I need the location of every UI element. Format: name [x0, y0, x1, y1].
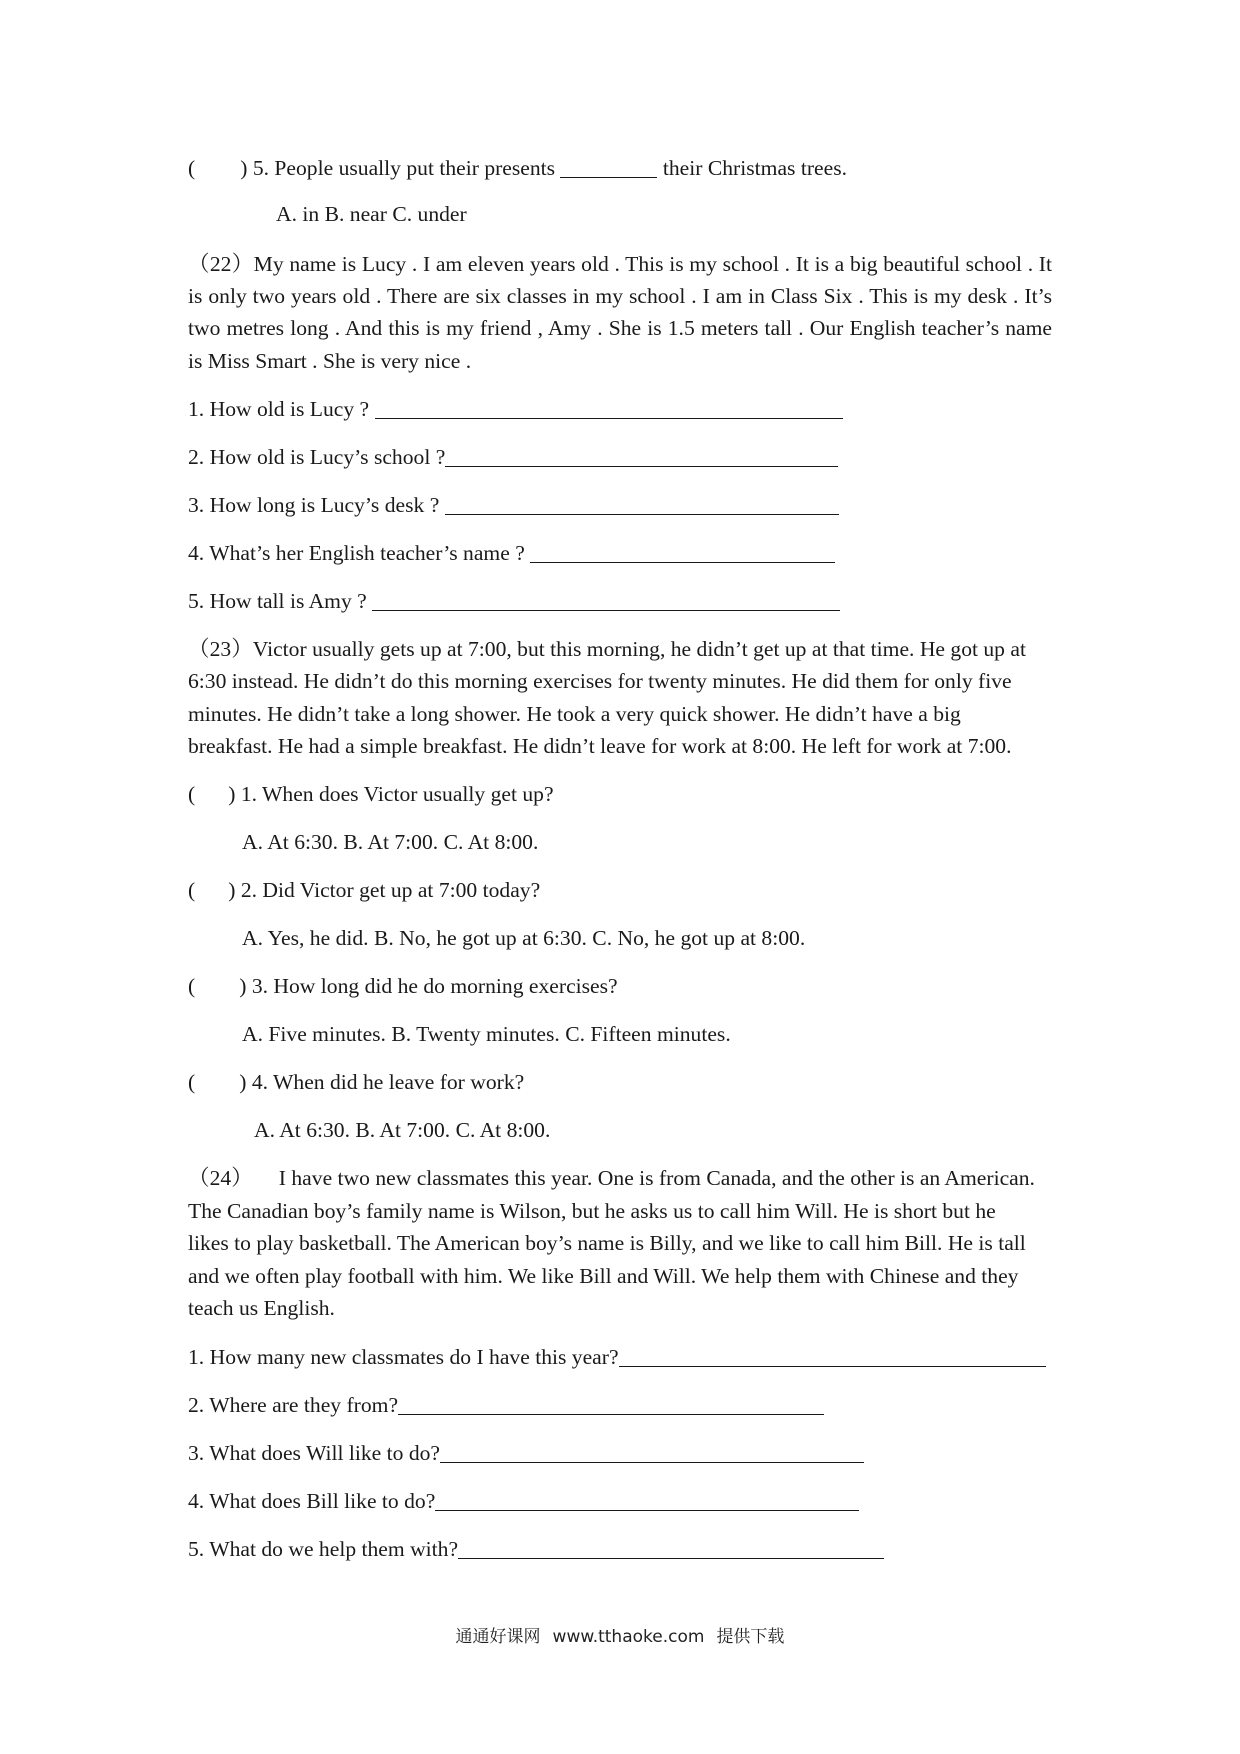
passage-24-line: likes to play basketball. The American boy’s name is Billy, and we like to call him Bill. He is tall [188, 1231, 1026, 1255]
question-24-3 [188, 1437, 864, 1469]
passage-24-line [188, 1162, 1035, 1194]
answer-bracket [188, 878, 235, 902]
passage-24-line: teach us English. [188, 1296, 335, 1320]
question-23-1 [188, 778, 554, 810]
answer-bracket [188, 156, 247, 180]
question-23-2-options: A. Yes, he did. B. No, he got up at 6:30. C. No, he got up at 8:00. [242, 926, 806, 950]
answer-blank [560, 176, 657, 178]
question-text: 4. What’s her English teacher’s name ? [188, 541, 525, 565]
question-text: 3. How long did he do morning exercises? [251, 974, 618, 998]
question-item-5-options: A. in B. near C. under [276, 202, 467, 226]
answer-blank [530, 561, 835, 563]
answer-bracket [188, 1070, 246, 1094]
bracket-space [195, 174, 240, 175]
passage-24-line: and we often play football with him. We like Bill and Will. We help them with Chinese and they [188, 1264, 1019, 1288]
question-text: 3. How long is Lucy’s desk ? [188, 493, 440, 517]
bracket-close: ) [239, 974, 247, 998]
passage-23-line: 6:30 instead. He didn’t do this morning exercises for twenty minutes. He did them for only five [188, 669, 1012, 693]
question-text: 5. How tall is Amy ? [188, 589, 367, 613]
bracket-close: ) [240, 156, 248, 180]
answer-bracket [188, 974, 246, 998]
question-22-5 [188, 585, 840, 617]
bracket-open: ( [188, 156, 196, 180]
passage-23-line: minutes. He didn’t take a long shower. He took a very quick shower. He didn’t have a big [188, 702, 961, 726]
passage-23-text: Victor usually gets up at 7:00, but this morning, he didn’t get up at that time. He got up at [252, 637, 1026, 661]
bracket-close: ) [228, 878, 236, 902]
answer-blank [375, 417, 843, 419]
answer-blank [458, 1557, 884, 1559]
passage-24-line: The Canadian boy’s family name is Wilson, but he asks us to call him Will. He is short but he [188, 1199, 996, 1223]
passage-22-label: （22） [188, 252, 254, 276]
answer-bracket [188, 782, 235, 806]
passage-23-line [188, 633, 1026, 665]
question-22-4 [188, 537, 835, 569]
answer-blank [440, 1461, 864, 1463]
question-text: 2. How old is Lucy’s school ? [188, 445, 446, 469]
question-text: 1. How old is Lucy ? [188, 397, 370, 421]
bracket-space [195, 992, 239, 993]
question-text: 4. What does Bill like to do? [188, 1489, 436, 1513]
footer-note: 提供下载 [716, 1627, 785, 1647]
passage-22-line: two metres long . And this is my friend , Amy . She is 1.5 meters tall . Our English teacher’s name [188, 316, 1052, 340]
bracket-open: ( [188, 878, 196, 902]
bracket-open: ( [188, 1070, 196, 1094]
question-text: 1. When does Victor usually get up? [240, 782, 554, 806]
passage-22-text: My name is Lucy . I am eleven years old . This is my school . It is a big beautiful school . It [253, 252, 1052, 276]
question-23-4 [188, 1066, 524, 1098]
question-23-2 [188, 874, 540, 906]
question-24-4 [188, 1485, 859, 1517]
passage-22-line [188, 248, 1052, 280]
bracket-close: ) [239, 1070, 247, 1094]
page-footer [0, 1624, 1240, 1650]
bracket-space [195, 1088, 239, 1089]
bracket-open: ( [188, 782, 196, 806]
question-text: 5. What do we help them with? [188, 1537, 459, 1561]
bracket-open: ( [188, 974, 196, 998]
question-text: 4. When did he leave for work? [251, 1070, 525, 1094]
question-23-3-options: A. Five minutes. B. Twenty minutes. C. Fifteen minutes. [242, 1022, 731, 1046]
question-24-5 [188, 1533, 884, 1565]
question-text: 2. Where are they from? [188, 1393, 399, 1417]
question-stem-after: their Christmas trees. [662, 156, 847, 180]
question-23-4-options: A. At 6:30. B. At 7:00. C. At 8:00. [254, 1118, 551, 1142]
answer-blank [372, 609, 840, 611]
question-22-3 [188, 489, 839, 521]
bracket-close: ) [228, 782, 236, 806]
question-stem-before: 5. People usually put their presents [252, 156, 556, 180]
question-22-1 [188, 393, 843, 425]
question-24-1 [188, 1341, 1046, 1373]
question-item-5 [188, 152, 847, 184]
passage-24-text: I have two new classmates this year. One is from Canada, and the other is an American. [278, 1166, 1035, 1190]
passage-24-label: （24） [188, 1166, 253, 1190]
bracket-space [195, 800, 228, 801]
passage-23-line: breakfast. He had a simple breakfast. He didn’t leave for work at 8:00. He left for work at 7:00. [188, 734, 1012, 758]
question-23-1-options: A. At 6:30. B. At 7:00. C. At 8:00. [242, 830, 539, 854]
bracket-space [195, 896, 228, 897]
passage-22-line: is only two years old . There are six classes in my school . I am in Class Six . This is my desk . It’s [188, 284, 1052, 308]
footer-site-name: 通通好课网 [455, 1627, 541, 1647]
question-text: 2. Did Victor get up at 7:00 today? [240, 878, 541, 902]
answer-blank [435, 1509, 859, 1511]
question-23-3 [188, 970, 618, 1002]
passage-23-label: （23） [188, 637, 253, 661]
question-24-2 [188, 1389, 824, 1421]
answer-blank [619, 1365, 1046, 1367]
answer-blank [445, 513, 839, 515]
question-22-2 [188, 441, 838, 473]
answer-blank [445, 465, 838, 467]
footer-url: www.tthaoke.com [552, 1627, 705, 1647]
answer-blank [398, 1413, 824, 1415]
question-text: 3. What does Will like to do? [188, 1441, 441, 1465]
question-text: 1. How many new classmates do I have this year? [188, 1345, 619, 1369]
passage-22-line: is Miss Smart . She is very nice . [188, 349, 472, 373]
